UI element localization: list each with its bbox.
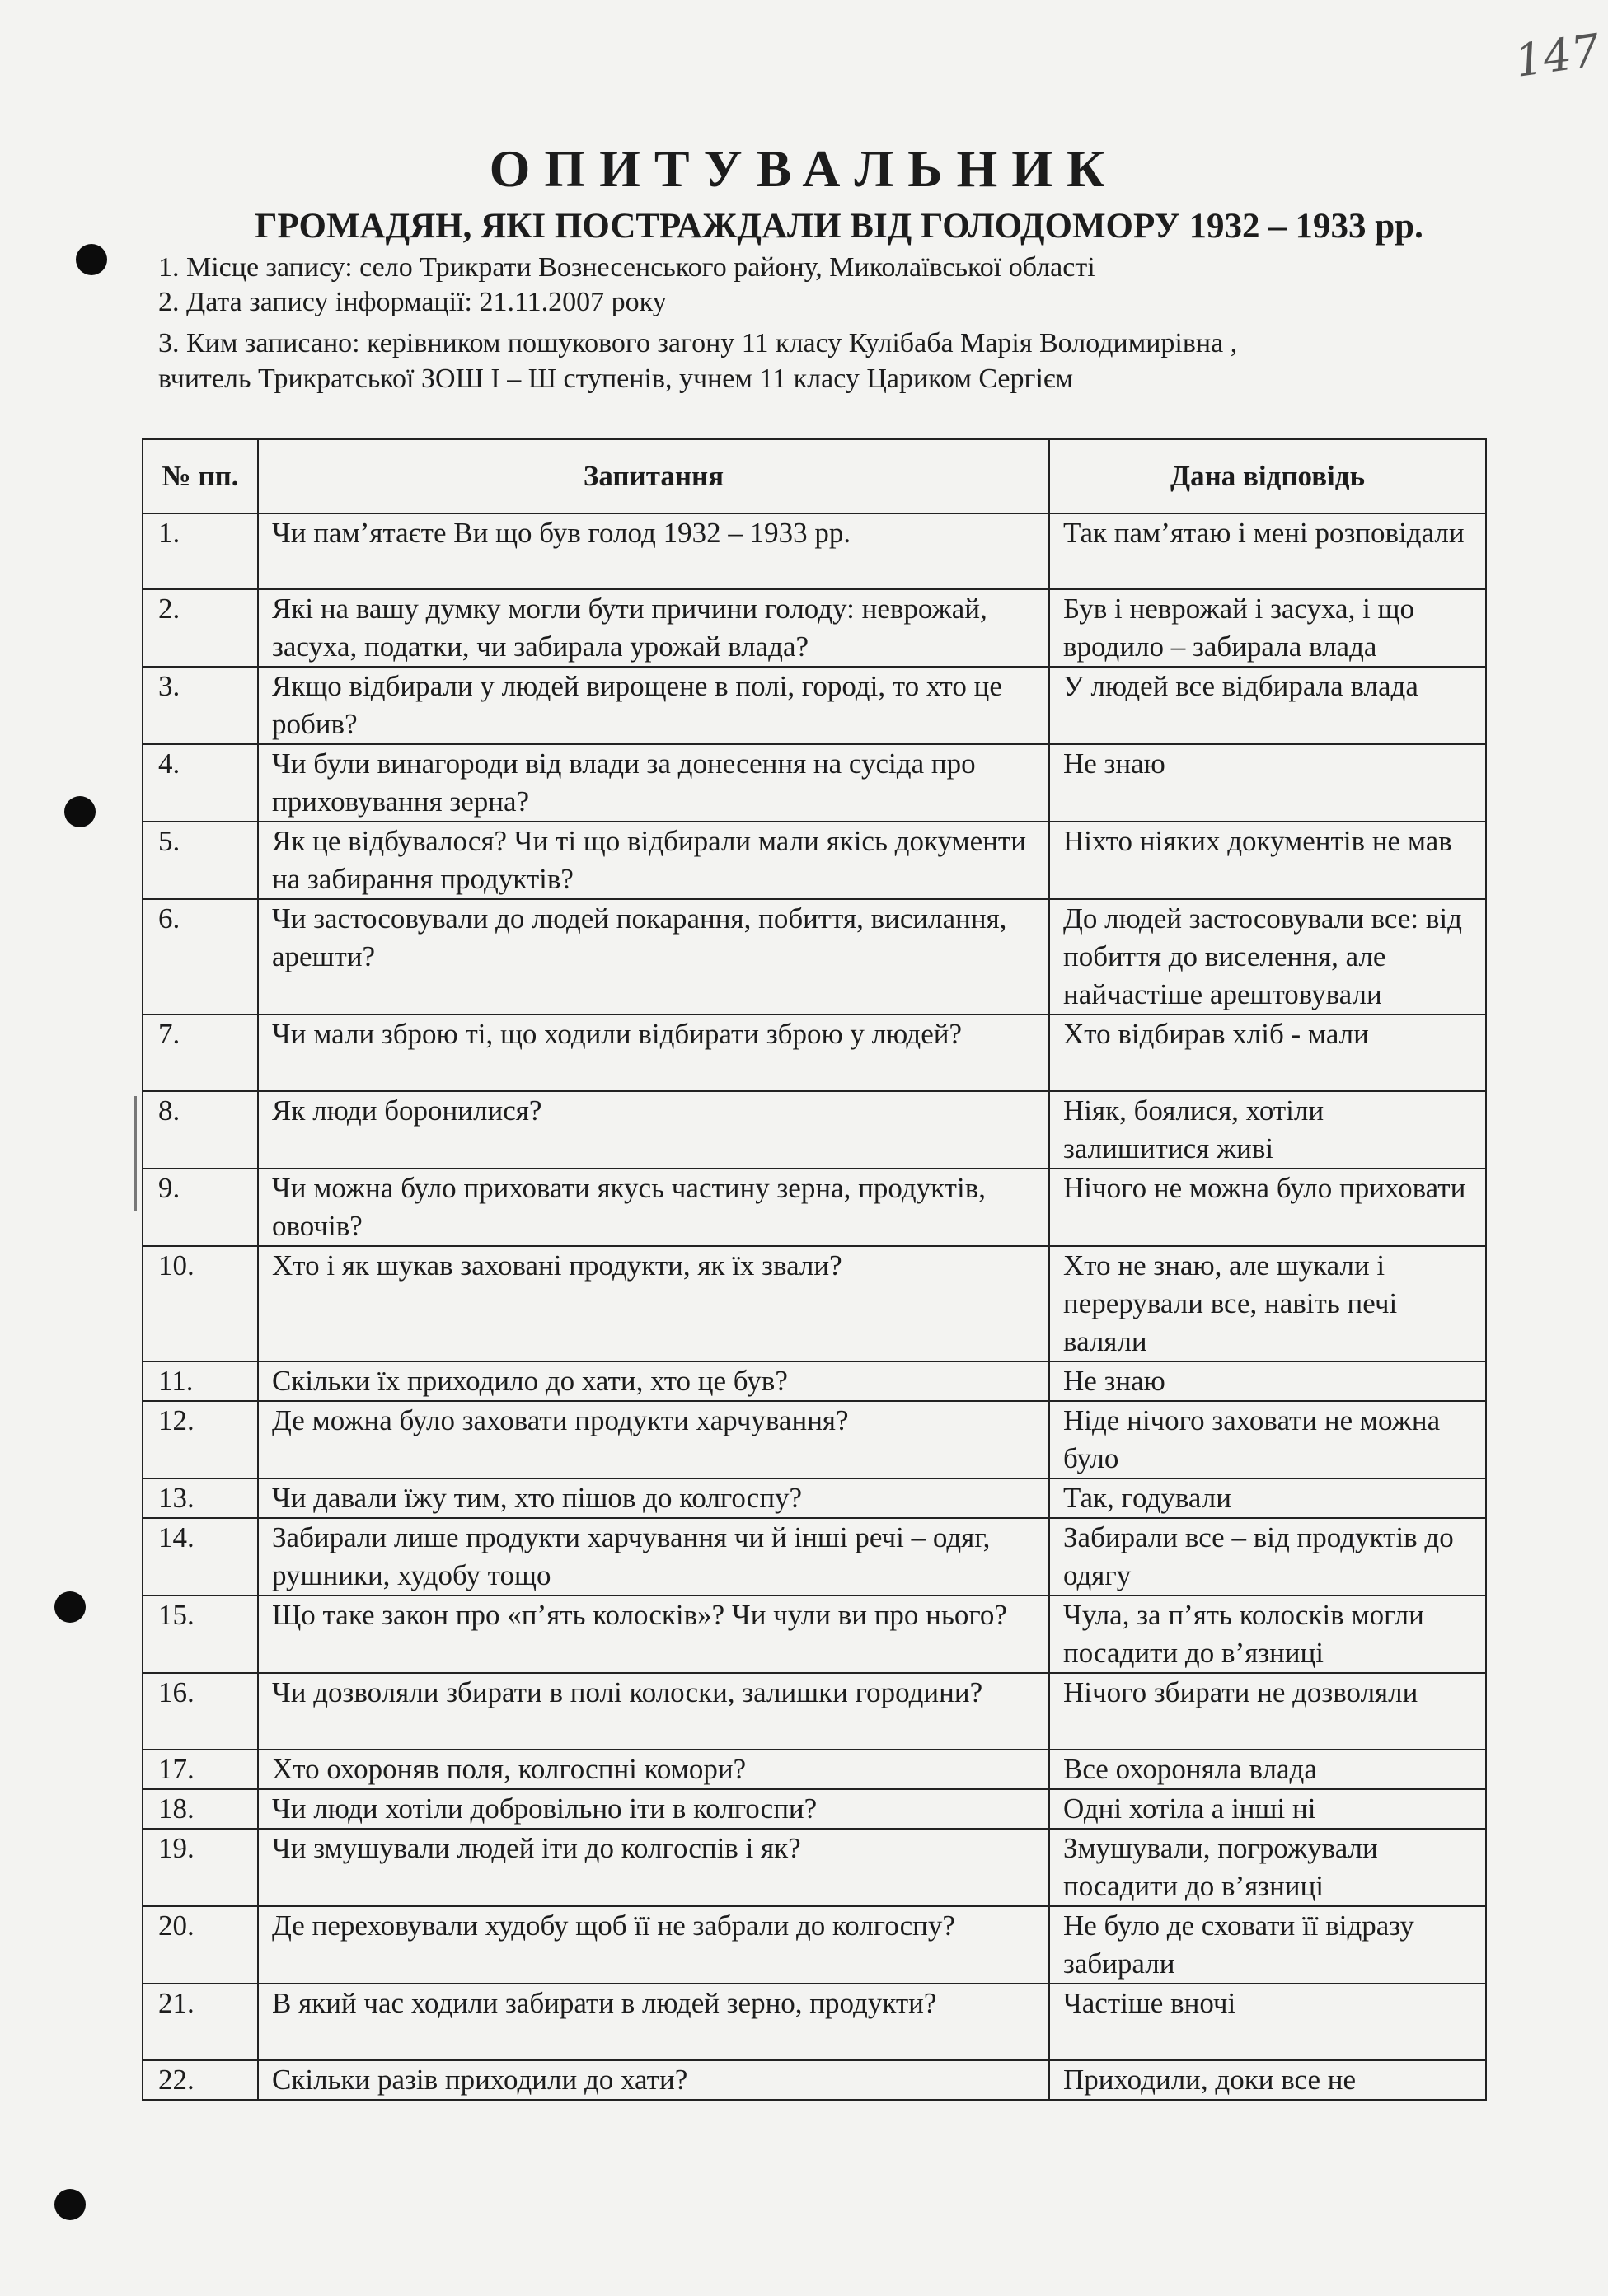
row-question: Скільки разів приходили до хати? <box>258 2060 1049 2100</box>
table-row <box>143 667 1486 744</box>
table-row <box>143 1246 1486 1361</box>
document-subtitle: ГРОМАДЯН, ЯКІ ПОСТРАЖДАЛИ ВІД ГОЛОДОМОРУ 1932 – 1933 рр. <box>255 207 1423 246</box>
row-question: Якщо відбирали у людей вирощене в полі, городі, то хто це робив? <box>258 667 1049 744</box>
row-number: 17. <box>143 1750 258 1789</box>
row-question: Чи пам’ятаєте Ви що був голод 1932 – 1933 рр. <box>258 513 1049 589</box>
header-answer: Дана відповідь <box>1049 439 1486 513</box>
row-number: 20. <box>143 1906 258 1984</box>
row-number: 16. <box>143 1673 258 1750</box>
table-row <box>143 1518 1486 1595</box>
row-number: 3. <box>143 667 258 744</box>
row-number: 8. <box>143 1091 258 1169</box>
punch-hole <box>64 796 96 827</box>
row-number: 13. <box>143 1478 258 1518</box>
info-line: вчитель Трикратської ЗОШ І – Ш ступенів, учнем 11 класу Цариком Сергієм <box>158 363 1074 394</box>
row-answer: Приходили, доки все не <box>1049 2060 1486 2100</box>
row-question: Забирали лише продукти харчування чи й інші речі – одяг, рушники, худобу тощо <box>258 1518 1049 1595</box>
row-question: Які на вашу думку могли бути причини голоду: неврожай, засуха, податки, чи забирала урожай влада? <box>258 589 1049 667</box>
table-row <box>143 1829 1486 1906</box>
row-number: 18. <box>143 1789 258 1829</box>
table-row <box>143 1478 1486 1518</box>
row-answer: Так пам’ятаю і мені розповідали <box>1049 513 1486 589</box>
table-row <box>143 1401 1486 1478</box>
table-row <box>143 1091 1486 1169</box>
row-answer: Забирали все – від продуктів до одягу <box>1049 1518 1486 1595</box>
row-number: 9. <box>143 1169 258 1246</box>
row-question: Як люди боронилися? <box>258 1091 1049 1169</box>
table-row <box>143 589 1486 667</box>
row-answer: Був і неврожай і засуха, і що вродило – забирала влада <box>1049 589 1486 667</box>
row-number: 15. <box>143 1595 258 1673</box>
row-question: Скільки їх приходило до хати, хто це був? <box>258 1361 1049 1401</box>
table-row <box>143 1906 1486 1984</box>
table-row <box>143 1984 1486 2060</box>
row-answer: Змушували, погрожували посадити до в’язниці <box>1049 1829 1486 1906</box>
header-question: Запитання <box>258 439 1049 513</box>
row-answer: Так, годували <box>1049 1478 1486 1518</box>
row-answer: Ніяк, боялися, хотіли залишитися живі <box>1049 1091 1486 1169</box>
row-question: Хто і як шукав заховані продукти, як їх звали? <box>258 1246 1049 1361</box>
row-answer: Не знаю <box>1049 744 1486 822</box>
row-answer: Одні хотіла а інші ні <box>1049 1789 1486 1829</box>
row-question: Чи давали їжу тим, хто пішов до колгоспу? <box>258 1478 1049 1518</box>
row-question: Чи змушували людей іти до колгоспів і як? <box>258 1829 1049 1906</box>
punch-hole <box>76 244 107 275</box>
row-answer: Не було де сховати її відразу забирали <box>1049 1906 1486 1984</box>
document-title: ОПИТУВАЛЬНИК <box>489 139 1119 198</box>
table-row <box>143 822 1486 899</box>
header-num: № пп. <box>143 439 258 513</box>
row-number: 12. <box>143 1401 258 1478</box>
row-answer: Чула, за п’ять колосків могли посадити до в’язниці <box>1049 1595 1486 1673</box>
info-line: 3. Ким записано: керівником пошукового загону 11 класу Кулібаба Марія Володимирівна , <box>158 328 1238 358</box>
row-question: Де можна було заховати продукти харчування? <box>258 1401 1049 1478</box>
row-number: 11. <box>143 1361 258 1401</box>
table-row <box>143 2060 1486 2100</box>
row-question: Чи застосовували до людей покарання, побиття, висилання, арешти? <box>258 899 1049 1014</box>
row-answer: До людей застосовували все: від побиття до виселення, але найчастіше арештовували <box>1049 899 1486 1014</box>
table-row <box>143 513 1486 589</box>
survey-table <box>142 438 1487 2101</box>
punch-hole <box>54 2189 86 2220</box>
table-row <box>143 1169 1486 1246</box>
table-row <box>143 1673 1486 1750</box>
row-question: Чи були винагороди від влади за донесення на сусіда про приховування зерна? <box>258 744 1049 822</box>
row-answer: Не знаю <box>1049 1361 1486 1401</box>
row-answer: Частіше вночі <box>1049 1984 1486 2060</box>
row-question: Чи мали зброю ті, що ходили відбирати зброю у людей? <box>258 1014 1049 1091</box>
row-answer: Нічого не можна було приховати <box>1049 1169 1486 1246</box>
row-answer: У людей все відбирала влада <box>1049 667 1486 744</box>
margin-mark <box>134 1096 137 1211</box>
table-row <box>143 1750 1486 1789</box>
row-answer: Хто не знаю, але шукали і перерували все, навіть печі валяли <box>1049 1246 1486 1361</box>
row-question: Чи дозволяли збирати в полі колоски, залишки городини? <box>258 1673 1049 1750</box>
table-row <box>143 1361 1486 1401</box>
table-row <box>143 1595 1486 1673</box>
row-number: 22. <box>143 2060 258 2100</box>
row-number: 2. <box>143 589 258 667</box>
row-question: Чи люди хотіли добровільно іти в колгоспи? <box>258 1789 1049 1829</box>
row-answer: Ніхто ніяких документів не мав <box>1049 822 1486 899</box>
row-question: Як це відбувалося? Чи ті що відбирали мали якісь документи на забирання продуктів? <box>258 822 1049 899</box>
row-question: Де переховували худобу щоб її не забрали до колгоспу? <box>258 1906 1049 1984</box>
table-row <box>143 744 1486 822</box>
row-number: 6. <box>143 899 258 1014</box>
row-answer: Все охороняла влада <box>1049 1750 1486 1789</box>
row-number: 14. <box>143 1518 258 1595</box>
page-number: 147 <box>1512 24 1603 87</box>
info-line: 1. Місце запису: село Трикрати Вознесенського району, Миколаївської області <box>158 252 1095 283</box>
row-number: 5. <box>143 822 258 899</box>
info-line: 2. Дата запису інформації: 21.11.2007 року <box>158 287 667 317</box>
row-answer: Нічого збирати не дозволяли <box>1049 1673 1486 1750</box>
row-answer: Ніде нічого заховати не можна було <box>1049 1401 1486 1478</box>
table-row <box>143 1789 1486 1829</box>
row-number: 4. <box>143 744 258 822</box>
row-question: Чи можна було приховати якусь частину зерна, продуктів, овочів? <box>258 1169 1049 1246</box>
row-number: 10. <box>143 1246 258 1361</box>
punch-hole <box>54 1591 86 1623</box>
row-number: 21. <box>143 1984 258 2060</box>
table-header-row <box>143 439 1486 513</box>
table-row <box>143 1014 1486 1091</box>
row-number: 7. <box>143 1014 258 1091</box>
row-question: Що таке закон про «п’ять колосків»? Чи чули ви про нього? <box>258 1595 1049 1673</box>
table-row <box>143 899 1486 1014</box>
row-answer: Хто відбирав хліб - мали <box>1049 1014 1486 1091</box>
row-question: В який час ходили забирати в людей зерно, продукти? <box>258 1984 1049 2060</box>
row-number: 1. <box>143 513 258 589</box>
row-number: 19. <box>143 1829 258 1906</box>
row-question: Хто охороняв поля, колгоспні комори? <box>258 1750 1049 1789</box>
